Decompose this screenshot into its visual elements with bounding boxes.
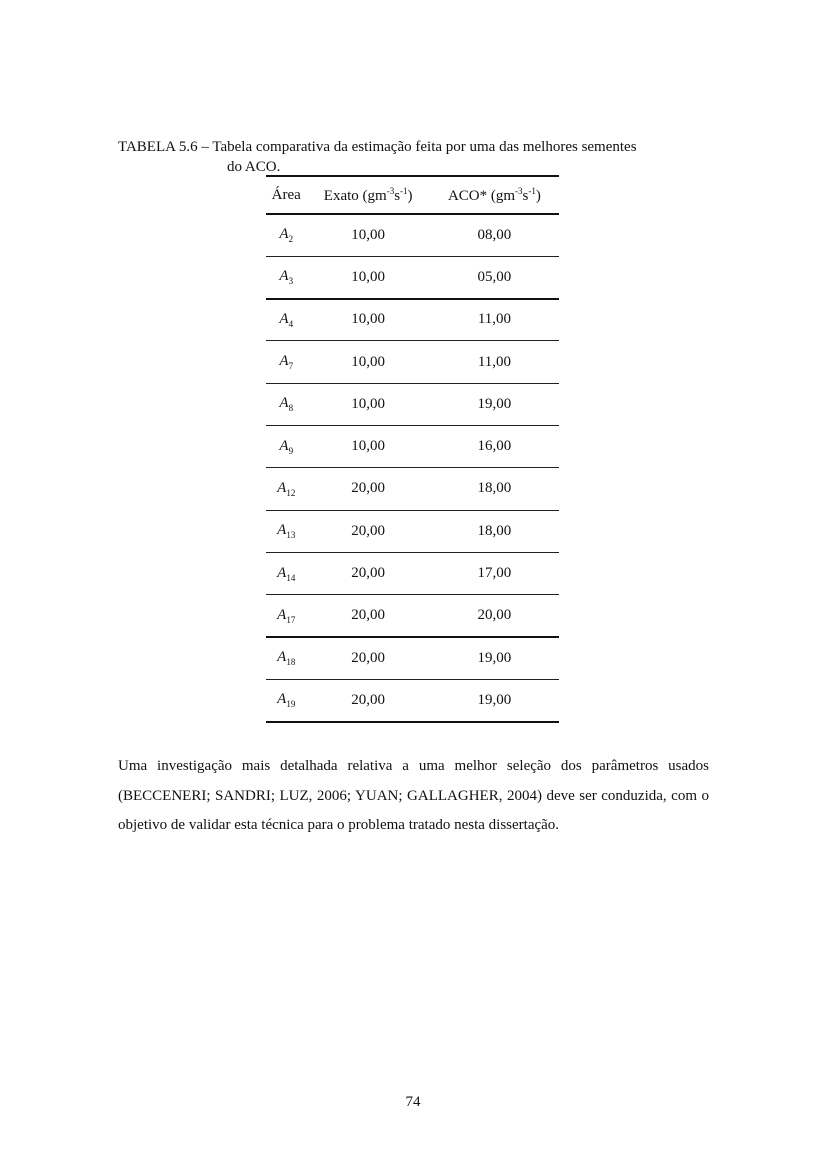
exato-cell: 10,00 [307,383,430,425]
table-row [266,425,559,467]
table-row [266,595,559,637]
aco-cell: 11,00 [430,299,559,341]
table-row [266,256,559,298]
exato-cell: 10,00 [307,341,430,383]
aco-cell: 17,00 [430,552,559,594]
table-row [266,510,559,552]
table-row [266,299,559,341]
area-cell: $A_{13}$ [266,510,307,552]
table-caption [118,137,718,177]
exato-cell: 10,00 [307,299,430,341]
aco-cell: 19,00 [430,637,559,679]
area-cell: $A_8$ [266,383,307,425]
body-paragraph: Uma investigação mais detalhada relativa a uma melhor seleção dos parâmetros usados (BECCENERI; SANDRI; LUZ, 2006; YUAN; GALLAGHER, 2004) deve ser conduzida, com o objetivo de validar esta técnica para o problema tratado nesta dissertação. [118,758,709,833]
table-row [266,552,559,594]
area-cell: $A_7$ [266,341,307,383]
comparison-table [266,175,559,723]
aco-cell: 18,00 [430,510,559,552]
header-area: Área [266,176,307,214]
exato-cell: 20,00 [307,468,430,510]
table-header-row [266,176,559,214]
exato-cell: 20,00 [307,552,430,594]
aco-cell: 19,00 [430,383,559,425]
aco-cell: 05,00 [430,256,559,298]
area-cell: $A_9$ [266,425,307,467]
aco-cell: 19,00 [430,679,559,721]
exato-cell: 20,00 [307,595,430,637]
table-row [266,679,559,721]
area-cell: $A_{14}$ [266,552,307,594]
table-row [266,637,559,679]
header-aco: ACO* $(gm^{-3}s^{-1})$ [430,176,559,214]
exato-cell: 10,00 [307,425,430,467]
exato-cell: 20,00 [307,679,430,721]
aco-cell: 18,00 [430,468,559,510]
exato-cell: 10,00 [307,256,430,298]
page-number: 74 [405,1094,421,1110]
table-row [266,468,559,510]
area-cell: $A_{17}$ [266,595,307,637]
area-cell: $A_3$ [266,256,307,298]
area-cell: $A_{12}$ [266,468,307,510]
aco-cell: 16,00 [430,425,559,467]
caption-line-2: do ACO. [227,159,281,175]
exato-cell: 20,00 [307,637,430,679]
caption-line-1: TABELA 5.6 – Tabela comparativa da estimação feita por uma das melhores sementes [118,139,637,155]
area-cell: $A_4$ [266,299,307,341]
aco-cell: 08,00 [430,214,559,256]
aco-cell: 20,00 [430,595,559,637]
table-row [266,383,559,425]
table-row [266,341,559,383]
aco-cell: 11,00 [430,341,559,383]
exato-cell: 20,00 [307,510,430,552]
table-row [266,214,559,256]
area-cell: $A_2$ [266,214,307,256]
area-cell: $A_{18}$ [266,637,307,679]
area-cell: $A_{19}$ [266,679,307,721]
exato-cell: 10,00 [307,214,430,256]
header-exato: Exato $(gm^{-3}s^{-1})$ [307,176,430,214]
